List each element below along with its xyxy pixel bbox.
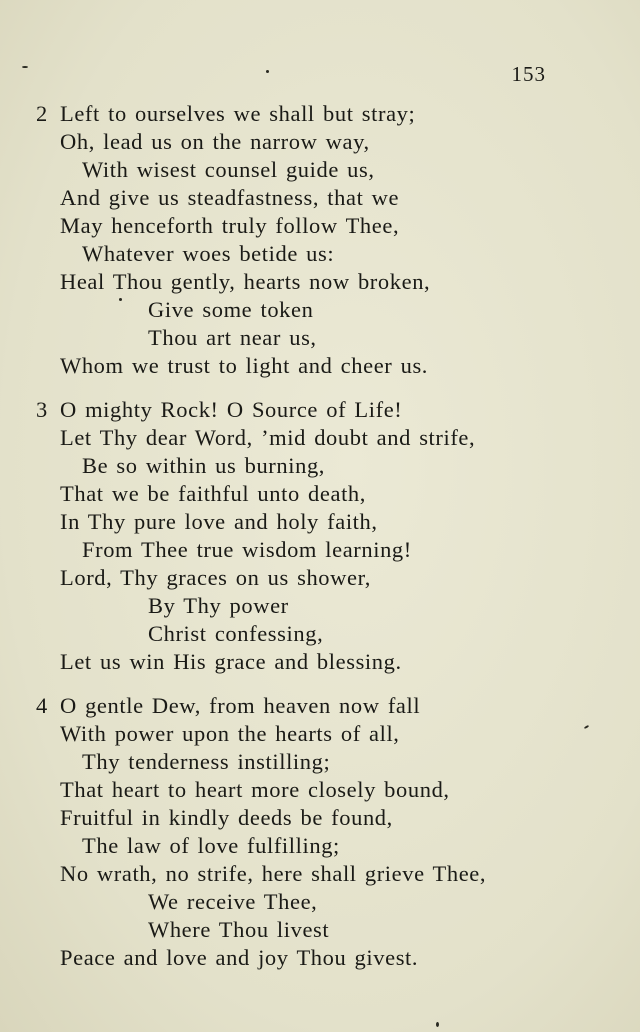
verse-line: Thou art near us, (148, 325, 317, 350)
verse-line: Thy tenderness instilling; (82, 749, 331, 774)
page-number: 153 (511, 62, 546, 86)
verse-line: Let Thy dear Word, ’mid doubt and strife, (60, 425, 476, 450)
print-speck (584, 725, 589, 729)
verse-line: In Thy pure love and holy faith, (60, 509, 378, 534)
print-speck (266, 70, 269, 73)
stanza-number: 2 (36, 101, 48, 126)
verse-line: Whom we trust to light and cheer us. (60, 353, 429, 378)
verse-line: From Thee true wisdom learning! (82, 537, 412, 562)
stanza-number: 3 (36, 397, 48, 422)
verse-line: Heal Thou gently, hearts now broken, (60, 269, 431, 294)
verse-line: Give some token (148, 297, 314, 322)
verse-line: Whatever woes betide us: (82, 241, 335, 266)
verse-line: Where Thou livest (148, 917, 330, 942)
verse-line: Christ confessing, (148, 621, 324, 646)
verse-line: Peace and love and joy Thou givest. (60, 945, 419, 970)
verse-line: That heart to heart more closely bound, (60, 777, 450, 802)
verse-line: Oh, lead us on the narrow way, (60, 129, 370, 154)
print-speck (119, 298, 122, 301)
verse-line: With power upon the hearts of all, (60, 721, 400, 746)
print-speck (22, 66, 28, 68)
verse-line: No wrath, no strife, here shall grieve Thee, (60, 861, 487, 886)
verse-line: That we be faithful unto death, (60, 481, 367, 506)
verse-line: O mighty Rock! O Source of Life! (60, 397, 403, 422)
print-speck (436, 1022, 439, 1027)
verse-line: Fruitful in kindly deeds be found, (60, 805, 393, 830)
verse-line: Left to ourselves we shall but stray; (60, 101, 416, 126)
verse-line: May henceforth truly follow Thee, (60, 213, 400, 238)
stanza-number: 4 (36, 693, 48, 718)
verse-line: We receive Thee, (148, 889, 318, 914)
verse-line: Be so within us burning, (82, 453, 326, 478)
verse-line: The law of love fulfilling; (82, 833, 340, 858)
verse-line: Lord, Thy graces on us shower, (60, 565, 371, 590)
verse-line: And give us steadfastness, that we (60, 185, 400, 210)
verse-line: With wisest counsel guide us, (82, 157, 375, 182)
verse-line: By Thy power (148, 593, 289, 618)
verse-line: O gentle Dew, from heaven now fall (60, 693, 421, 718)
verse-line: Let us win His grace and blessing. (60, 649, 402, 674)
